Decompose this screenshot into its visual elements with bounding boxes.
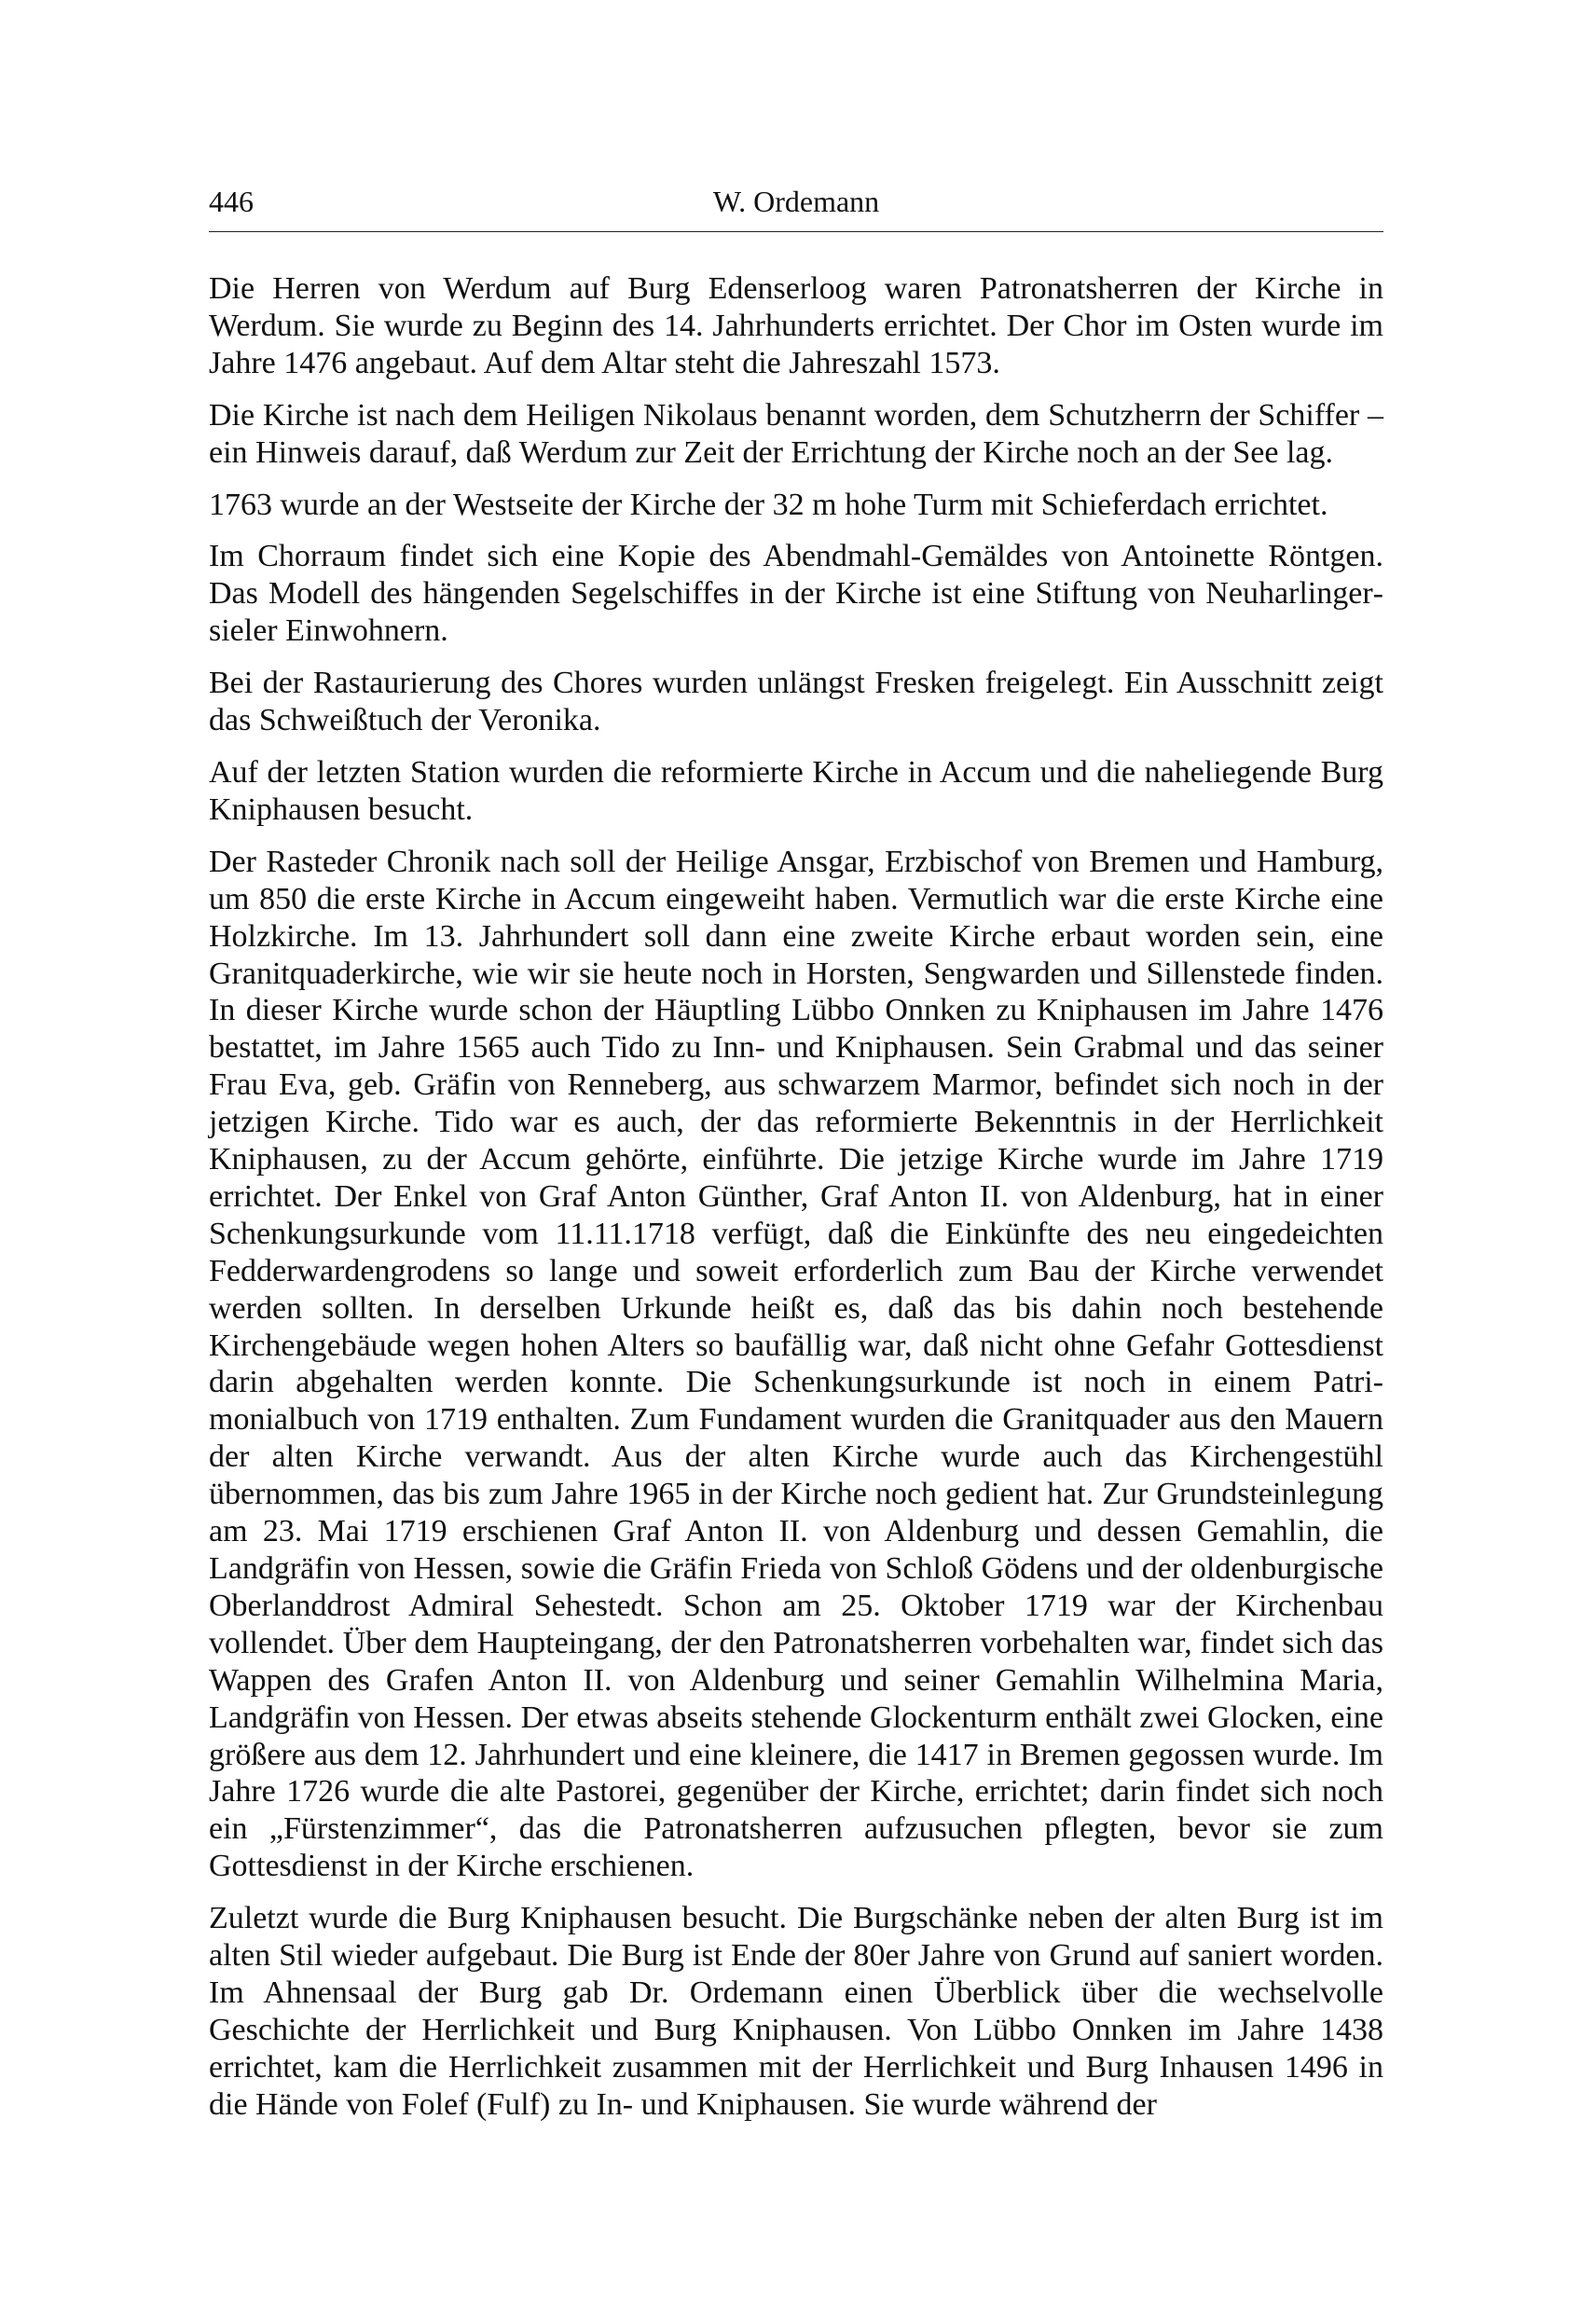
paragraph-werdum-patrons: Die Herren von Werdum auf Burg Edenserloog waren Patronatsherren der Kirche in Werdum. Sie wurde zu Beginn des 14. Jahrhunderts errichtet. Der Chor im Osten wurde im Jahre 1476 angebaut. Auf dem Altar steht die Jahreszahl 1573. — [209, 271, 1383, 380]
paragraph-chorraum: Im Chorraum findet sich eine Kopie des Abendmahl-Gemäldes von Antoinette Röntgen. Das Modell des hängenden Segelschiffes in der Kirche ist eine Stiftung von Neuharlingersieler Einwohnern. — [209, 539, 1383, 649]
paragraph-accum-history: Der Rasteder Chronik nach soll der Heilige Ansgar, Erzbischof von Bremen und Hamburg, um 850 die erste Kirche in Accum eingeweiht haben. Vermutlich war die erste Kirche eine Holzkirche. Im 13. Jahrhundert soll dann eine zweite Kirche erbaut worden sein, eine Granitquaderkirche, wie wir sie heute noch in Horsten, Sengwarden und Sillenstede finden. In dieser Kirche wurde schon der Häuptling Lübbo Onnken zu Kniphausen im Jahre 1476 bestattet, im Jahre 1565 auch Tido zu Inn- und Kniphausen. Sein Grabmal und das seiner Frau Eva, geb. Gräfin von Renneberg, aus schwarzem Marmor, befindet sich noch in der jetzigen Kirche. Tido war es auch, der das reformierte Bekenntnis in der Herrlichkeit Kniphausen, zu der Accum gehörte, einführte. Die jetzige Kirche wurde im Jahre 1719 errichtet. Der Enkel von Graf Anton Günther, Graf Anton II. von Aldenburg, hat in einer Schenkungsurkunde vom 11.11.1718 verfügt, daß die Einkünfte des neu eingedeichten Fedderwardengrodens so lange und soweit erforderlich zum Bau der Kirche verwendet werden sollten. In derselben Urkunde heißt es, daß das bis dahin noch bestehende Kirchengebäude wegen hohen Alters so baufällig war, daß nicht ohne Gefahr Gottesdienst darin abgehalten werden konnte. Die Schenkungsurkunde ist noch in einem Patrimonialbuch von 1719 enthalten. Zum Fundament wurden die Granitquader aus den Mauern der alten Kirche verwandt. Aus der alten Kirche wurde auch das Kirchengestühl übernommen, das bis zum Jahre 1965 in der Kirche noch gedient hat. Zur Grundsteinlegung am 23. Mai 1719 erschienen Graf Anton II. von Aldenburg und dessen Gemahlin, die Landgräfin von Hessen, sowie die Gräfin Frieda von Schloß Gödens und der oldenburgische Oberlanddrost Admiral Sehestedt. Schon am 25. Oktober 1719 war der Kirchenbau vollendet. Über dem Haupteingang, der den Patronatsherren vorbehalten war, findet sich das Wappen des Grafen Anton II. von Aldenburg und seiner Gemahlin Wilhelmina Maria, Landgräfin von Hessen. Der etwas abseits stehende Glockenturm enthält zwei Glocken, eine größere aus dem 12. Jahrhundert und eine kleinere, die 1417 in Bremen gegossen wurde. Im Jahre 1726 wurde die alte Pastorei, gegenüber der Kirche, errichtet; darin findet sich noch ein „Fürstenzimmer“, das die Patronatsherren aufzusuchen pflegten, bevor sie zum Gottesdienst in der Kirche erschienen. — [209, 844, 1383, 1884]
running-header — [209, 177, 1383, 232]
page-number: 446 — [209, 185, 254, 218]
paragraph-last-station: Auf der letzten Station wurden die reformierte Kirche in Accum und die naheliegende Burg Kniphausen besucht. — [209, 754, 1383, 827]
paragraph-kniphausen: Zuletzt wurde die Burg Kniphausen besucht. Die Burgschänke neben der alten Burg ist im alten Stil wieder aufgebaut. Die Burg ist Ende der 80er Jahre von Grund auf saniert worden. Im Ahnensaal der Burg gab Dr. Ordemann einen Überblick über die wechselvolle Geschichte der Herrlichkeit und Burg Kniphausen. Von Lübbo Onnken im Jahre 1438 errichtet, kam die Herrlichkeit zusammen mit der Herrlichkeit und Burg Inhausen 1496 in die Hände von Folef (Fulf) zu In- und Kniphausen. Sie wurde während der — [209, 1901, 1383, 2122]
running-title: W. Ordemann — [712, 185, 880, 218]
body-text — [209, 270, 1383, 2139]
paragraph-tower: 1763 wurde an der Westseite der Kirche der 32 m hohe Turm mit Schieferdach errichtet. — [209, 487, 1328, 522]
paragraph-frescoes: Bei der Rastaurierung des Chores wurden unlängst Fresken freigelegt. Ein Ausschnitt zeigt das Schweißtuch der Veronika. — [209, 666, 1383, 738]
paragraph-nikolaus: Die Kirche ist nach dem Heiligen Nikolaus benannt worden, dem Schutzherrn der Schiffer – ein Hinweis darauf, daß Werdum zur Zeit der Errichtung der Kirche noch an der See lag. — [209, 397, 1383, 470]
